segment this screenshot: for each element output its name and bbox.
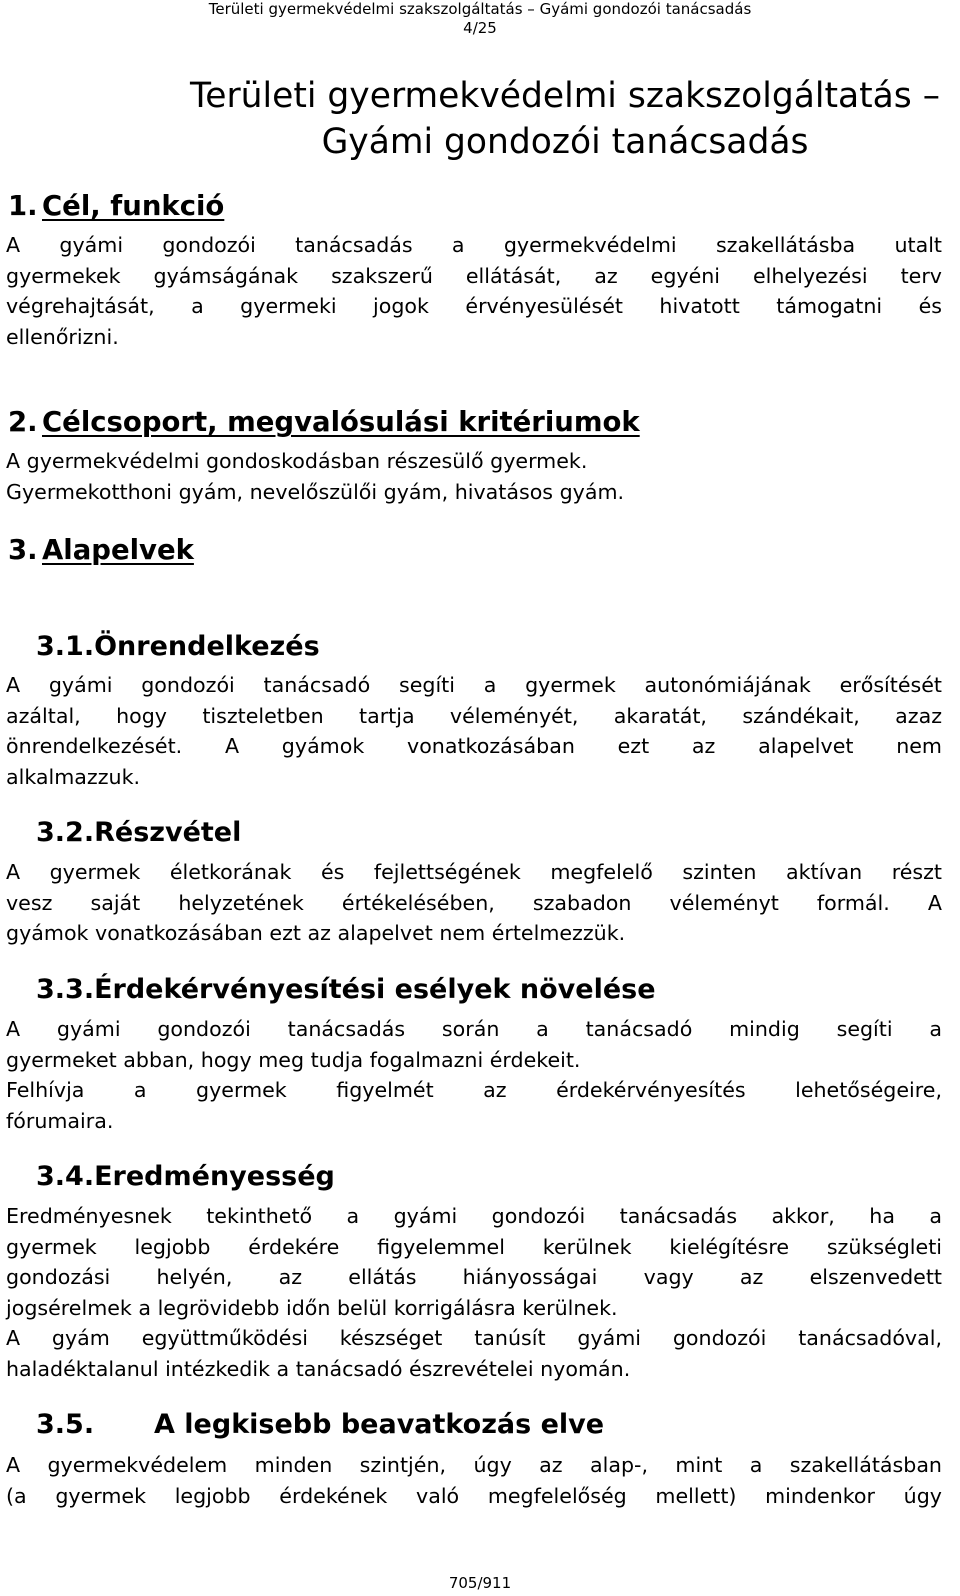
page-footer (0, 1574, 960, 1593)
subsection-heading-3-2 (36, 816, 241, 850)
paragraph-line: gyermek legjobb érdekére figyelemmel kerülnek kielégítésre szükségleti (6, 1234, 942, 1259)
subsection-3-1-body (6, 670, 942, 792)
document-title-line-2: Gyámi gondozói tanácsadás (321, 122, 809, 162)
subsection-heading-3-4 (36, 1160, 335, 1194)
running-title: Területi gyermekvédelmi szakszolgáltatás – Gyámi gondozói tanácsadás (208, 0, 752, 18)
subsection-title: Részvétel (94, 817, 242, 848)
paragraph-line: A gyermek életkorának és fejlettségének megfelelő szinten aktívan részt (6, 860, 942, 884)
subsection-heading-3-5 (36, 1408, 604, 1442)
running-header (0, 0, 960, 38)
paragraph-line: jogsérelmek a legrövidebb időn belül korrigálásra kerülnek. (6, 1295, 618, 1320)
footer-page-code: 705/911 (448, 1574, 512, 1592)
paragraph-line: haladéktalanul intézkedik a tanácsadó észrevételei nyomán. (6, 1356, 631, 1381)
subsection-heading-3-1 (36, 630, 320, 664)
paragraph-line: gyámok vonatkozásában ezt az alapelvet nem értelmezzük. (6, 921, 626, 945)
subsection-number: 3.1. (36, 631, 95, 662)
section-number: 3. (8, 534, 38, 566)
subsection-title: A legkisebb beavatkozás elve (154, 1409, 605, 1440)
paragraph-line: vesz saját helyzetének értékelésében, szabadon véleményt formál. A (6, 890, 942, 915)
paragraph-line: gondozási helyén, az ellátás hiányosságai vagy az elszenvedett (6, 1265, 942, 1289)
paragraph-line: azáltal, hogy tiszteletben tartja véleményét, akaratát, szándékait, azaz (6, 703, 942, 728)
section-title: Célcsoport, megvalósulási kritériumok (42, 406, 640, 438)
subsection-number: 3.3. (36, 974, 95, 1005)
subsection-title: Eredményesség (94, 1161, 335, 1192)
section-title: Cél, funkció (42, 190, 225, 222)
subsection-3-3-body (6, 1014, 942, 1136)
paragraph-line: fórumaira. (6, 1108, 114, 1133)
paragraph-line: végrehajtását, a gyermeki jogok érvényesülését hivatott támogatni és (6, 294, 942, 318)
subsection-heading-3-3 (36, 973, 656, 1007)
subsection-3-5-body (6, 1450, 942, 1511)
paragraph-line: (a gyermek legjobb érdekének való megfelelőség mellett) mindenkor úgy (6, 1483, 942, 1508)
paragraph-line: Eredményesnek tekinthető a gyámi gondozói tanácsadás akkor, ha a (6, 1204, 942, 1228)
subsection-3-4-body (6, 1201, 942, 1384)
paragraph-line: A gyermekvédelmi gondoskodásban részesülő gyermek. (6, 449, 588, 473)
subsection-number: 3.4. (36, 1161, 95, 1192)
document-title-line-1: Területi gyermekvédelmi szakszolgáltatás – (190, 76, 940, 116)
paragraph-line: A gyámi gondozói tanácsadás a gyermekvédelmi szakellátásba utalt (6, 233, 942, 257)
page-number: 4/25 (463, 19, 497, 37)
section-2-body (6, 446, 942, 507)
section-number: 2. (8, 406, 38, 438)
subsection-title: Érdekérvényesítési esélyek növelése (94, 974, 656, 1005)
paragraph-line: ellenőrizni. (6, 324, 119, 349)
section-heading-1 (8, 189, 224, 223)
section-heading-3 (8, 533, 194, 567)
subsection-3-2-body (6, 857, 942, 949)
subsection-title: Önrendelkezés (94, 631, 320, 662)
subsection-number: 3.2. (36, 817, 95, 848)
paragraph-line: gyermeket abban, hogy meg tudja fogalmazni érdekeit. (6, 1047, 581, 1072)
section-title: Alapelvek (42, 534, 194, 566)
document-title (190, 73, 940, 165)
paragraph-line: Gyermekotthoni gyám, nevelőszülői gyám, hivatásos gyám. (6, 479, 625, 504)
subsection-number: 3.5. (36, 1409, 95, 1440)
paragraph-line: A gyám együttműködési készséget tanúsít gyámi gondozói tanácsadóval, (6, 1326, 942, 1350)
paragraph-line: A gyámi gondozói tanácsadó segíti a gyermek autonómiájának erősítését (6, 673, 942, 697)
paragraph-line: A gyermekvédelem minden szintjén, úgy az alap-, mint a szakellátásban (6, 1453, 942, 1477)
section-1-body (6, 230, 942, 352)
paragraph-line: önrendelkezését. A gyámok vonatkozásában ezt az alapelvet nem (6, 734, 942, 758)
paragraph-line: gyermekek gyámságának szakszerű ellátását, az egyéni elhelyezési terv (6, 263, 942, 288)
section-heading-2 (8, 405, 640, 439)
paragraph-line: Felhívja a gyermek figyelmét az érdekérvényesítés lehetőségeire, (6, 1078, 942, 1102)
section-number: 1. (8, 190, 38, 222)
paragraph-line: alkalmazzuk. (6, 764, 141, 789)
paragraph-line: A gyámi gondozói tanácsadás során a tanácsadó mindig segíti a (6, 1017, 942, 1041)
